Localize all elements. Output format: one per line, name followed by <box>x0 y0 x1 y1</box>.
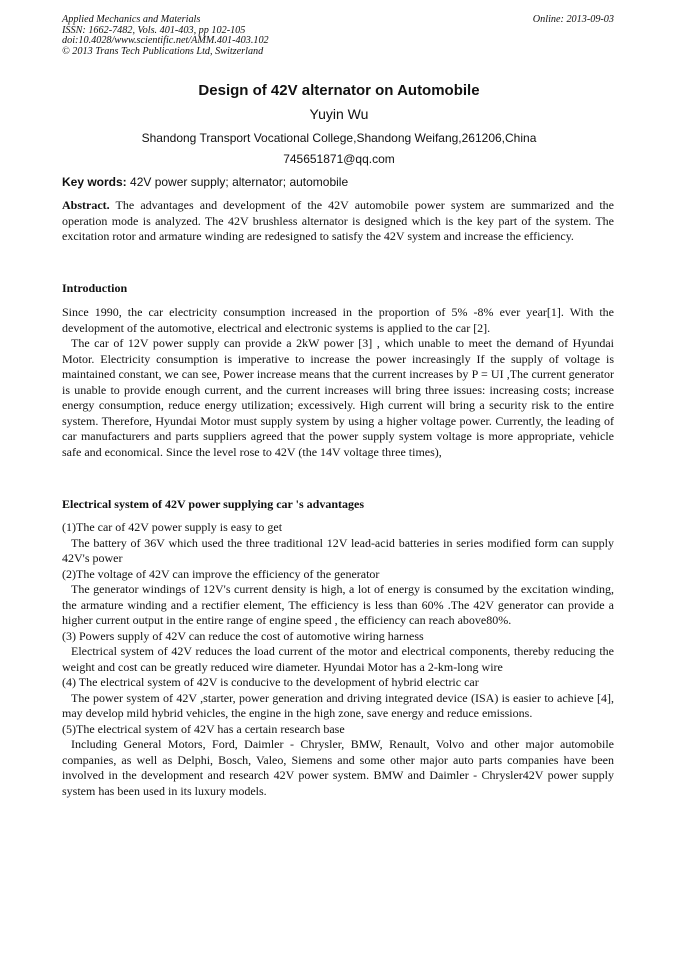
doi-line: doi:10.4028/www.scientific.net/AMM.401-403.102 <box>62 35 269 47</box>
advantage-2-title: (2)The voltage of 42V can improve the efficiency of the generator <box>62 566 380 581</box>
keywords <box>62 175 348 190</box>
abstract <box>62 198 614 245</box>
affiliation: Shandong Transport Vocational College,Shandong Weifang,261206,China <box>141 131 537 145</box>
paper-title: Design of 42V alternator on Automobile <box>198 82 480 99</box>
abstract-text: The advantages and development of the 42V automobile power system are summarized and the operation mode is analyzed. The 42V brushless alternator is designed which is the key part of the system. The excitation rotor and armature winding are redesigned to satisfy the 42V system and increase the efficiency. <box>62 198 614 243</box>
intro-paragraph-2: The car of 12V power supply can provide a 2kW power [3] , which unable to meet the demand of Hyundai Motor. Electricity consumption is imperative to increase the power increasingly If the supply of voltage is maintained constant, we can see, Power increase means that the current increases by P = UI ,The current generator is unable to provide enough current, and the current increases will bring three issues: increasing costs; increase energy consumption, reduce energy utilization; excessively. High current will bring a security risk to the entire system. Therefore, Hyundai Motor must supply system by using a higher voltage power. Currently, the leading of car manufacturers and parts suppliers agreed that the power supply system voltage is more appropriate, vehicle safe and economical. Since the level rose to 42V (the 14V voltage three times), <box>62 336 614 459</box>
keywords-text: 42V power supply; alternator; automobile <box>126 175 349 189</box>
intro-paragraph-1: Since 1990, the car electricity consumption increased in the proportion of 5% -8% ever year[1]. With the development of the automotive, electrical and electronic systems is applied to the car [2]. <box>62 305 614 335</box>
online-date: Online: 2013-09-03 <box>532 14 614 25</box>
journal-header <box>62 15 614 57</box>
advantage-3-text: Electrical system of 42V reduces the load current of the motor and electrical components, thereby reducing the weight and cost can be greatly reduced wire diameter. Hyundai Motor has a 2-km-long wire <box>62 644 614 674</box>
advantage-1-title: (1)The car of 42V power supply is easy to get <box>62 520 283 534</box>
advantage-3-title: (3) Powers supply of 42V can reduce the cost of automotive wiring harness <box>62 628 424 643</box>
introduction-heading: Introduction <box>62 281 128 295</box>
advantage-4-title: (4) The electrical system of 42V is conducive to the development of hybrid electric car <box>62 675 479 689</box>
advantage-2-text: The generator windings of 12V's current density is high, a lot of energy is consumed by the excitation winding, the armature winding and a rectifier element, The efficiency is less than 60% .The 42V generator can provide a higher current output in the entire range of engine speed , the efficiency can reach above80%. <box>62 582 614 627</box>
advantage-4-text: The power system of 42V ,starter, power generation and driving integrated device (ISA) is easier to achieve [4], may develop mild hybrid vehicles, the engine in the high zone, save energy and reduce emissions. <box>62 690 614 720</box>
advantage-1-text: The battery of 36V which used the three traditional 12V lead-acid batteries in series modified form can supply 42V's power <box>62 535 614 565</box>
keywords-label: Key words: <box>62 175 127 189</box>
journal-name: Applied Mechanics and Materials <box>62 14 201 25</box>
issn-line: ISSN: 1662-7482, Vols. 401-403, pp 102-105 <box>62 24 246 36</box>
author-email: 745651871@qq.com <box>283 152 395 166</box>
advantage-5-title: (5)The electrical system of 42V has a certain research base <box>62 721 345 736</box>
advantages-body <box>62 520 614 799</box>
advantage-5-text: Including General Motors, Ford, Daimler - Chrysler, BMW, Renault, Volvo and other major automobile companies, as well as Delphi, Bosch, Valeo, Siemens and some other major auto parts companies have been involved in the development and research 42V power system. BMW and Daimler - Chrysler42V power supply system has been used in its luxury models. <box>62 737 614 798</box>
abstract-label: Abstract. <box>62 198 110 212</box>
author-name: Yuyin Wu <box>309 106 369 122</box>
copyright-line: © 2013 Trans Tech Publications Ltd, Switzerland <box>62 45 264 57</box>
introduction-body <box>62 305 614 460</box>
advantages-heading: Electrical system of 42V power supplying car 's advantages <box>62 497 364 511</box>
